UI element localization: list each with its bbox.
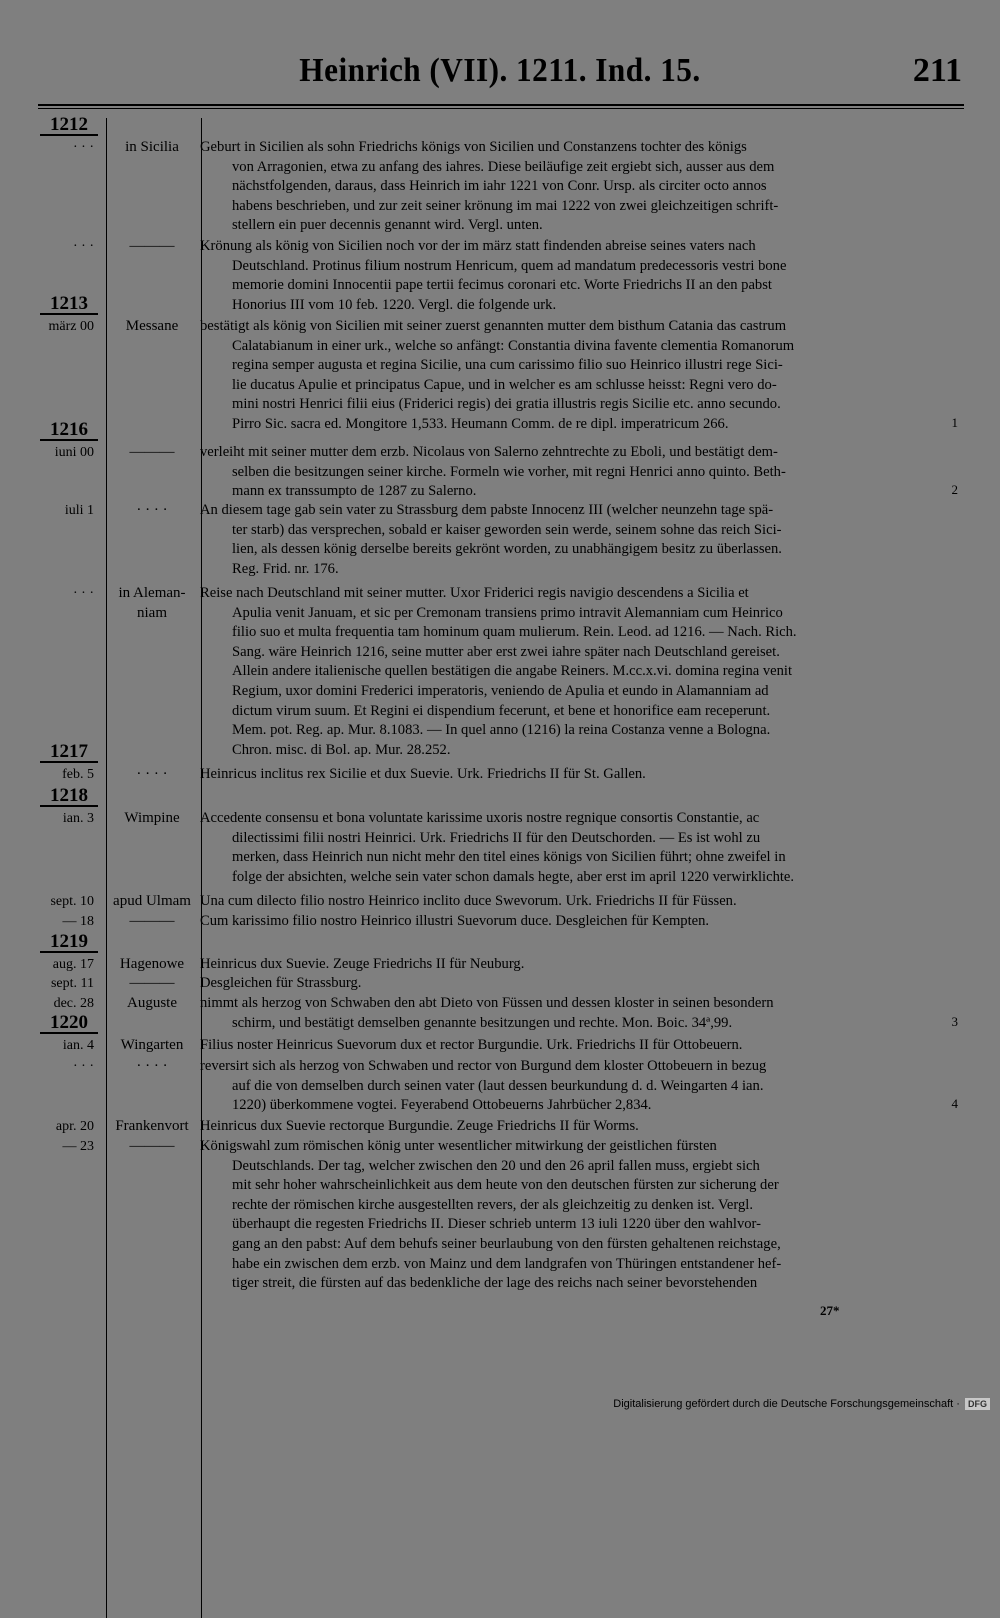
entry-date: — 18: [62, 914, 94, 929]
entry-place: Auguste: [127, 995, 177, 1011]
entry-text: [200, 994, 962, 1033]
entry-text: [200, 912, 962, 932]
text-line: verleiht mit seiner mutter dem erzb. Nicolaus von Salerno zehntrechte zu Eboli, und bestätigt dem-: [200, 444, 778, 460]
text-line: Accedente consensu et bona voluntate karissime uxoris nostre regnique consortis Constantie, ac: [200, 810, 760, 826]
entry-text: [200, 237, 962, 315]
entry-place: ———: [129, 238, 175, 254]
page-number: 211: [912, 52, 962, 89]
text-line: Geburt in Sicilien als sohn Friedrichs königs von Sicilien und Constanzens tochter des königs: [200, 139, 747, 155]
entry-year: 1212: [40, 116, 98, 136]
text-line: Una cum dilecto filio nostro Heinrico inclito duce Swevorum. Urk. Friedrichs II für Füssen.: [200, 893, 737, 909]
text-line: An diesem tage gab sein vater zu Strassburg dem pabste Innocenz III (welcher neunzehn tage spä-: [200, 502, 774, 518]
text-line: Sang. wäre Heinrich 1216, seine mutter aber erst zwei iahre später nach Deutschland gereiset.: [232, 643, 780, 660]
text-line: mit sehr hoher wahrscheinlichkeit aus dem heute von den deutschen fürsten zur sicherung der: [232, 1177, 779, 1194]
text-line: Krönung als könig von Sicilien noch vor der im märz statt findenden abreise seines vaters nach: [200, 238, 756, 254]
entry-text: [200, 317, 962, 435]
entry-year: 1216: [40, 421, 98, 441]
entry-text: [200, 1137, 962, 1294]
entry-year: 1219: [40, 933, 98, 953]
entry-text: [200, 584, 962, 760]
text-line: Heinricus inclitus rex Sicilie et dux Suevie. Urk. Friedrichs II für St. Gallen.: [200, 766, 646, 782]
entry-place: · · · ·: [136, 766, 168, 782]
entry-text: [200, 892, 962, 912]
text-line: rechte der römischen kirche ausgestellten revers, der als gleichzeitig zu denken ist. Vergl.: [232, 1196, 753, 1213]
text-line: Regium, uxor domini Frederici imperatoris, veniendo de Apulia et eundo in Alamanniam ad: [232, 682, 769, 699]
entry-date: — 23: [62, 1139, 94, 1154]
text-line: gang an den pabst: Auf dem behufs seiner beurlaubung von den fürsten gehaltenen reichstage,: [232, 1235, 781, 1252]
entry-date: märz 00: [48, 319, 94, 334]
entry-place: · · · ·: [136, 502, 168, 518]
entry-text: [200, 443, 962, 502]
text-line: Reg. Frid. nr. 176.: [232, 560, 339, 577]
entry-text: [200, 1057, 962, 1116]
entry-text: [200, 501, 962, 579]
text-line: Apulia venit Januam, et sic per Cremonam transiens primo intravit Alemanniam cum Heinrico: [232, 604, 783, 621]
entry-year: 1220: [40, 1014, 98, 1034]
entry-text: [200, 809, 962, 887]
text-line: Heinricus dux Suevie. Zeuge Friedrichs II für Neuburg.: [200, 956, 525, 972]
dfg-logo-icon: DFG: [965, 1398, 990, 1410]
text-line: schirm, und bestätigt demselben genannte besitzungen und rechte. Mon. Boic. 34ª,99.: [232, 1014, 733, 1031]
text-line: Deutschland. Protinus filium nostrum Henricum, quem ad mandatum predecessoris vestri bone: [232, 257, 787, 274]
entry-date: aug. 17: [52, 957, 94, 972]
signature-mark: 27*: [820, 1303, 840, 1318]
entry-text: [200, 955, 962, 975]
text-line: Desgleichen für Strassburg.: [200, 975, 362, 991]
entry-date: apr. 20: [55, 1119, 94, 1134]
running-title: Heinrich (VII). 1211. Ind. 15.: [299, 52, 701, 89]
footer-text: Digitalisierung gefördert durch die Deutsche Forschungsgemeinschaft ·: [613, 1398, 960, 1410]
text-line: tiger streit, die fürsten auf das bedenkliche der lage des reichs nach seiner bevorstehenden: [232, 1275, 758, 1292]
entry-date: feb. 5: [62, 767, 94, 782]
text-line: stellern ein puer decennis genannt wird. Vergl. unten.: [232, 217, 543, 234]
entry-year: 1218: [40, 787, 98, 807]
entry-date: ian. 4: [62, 1038, 94, 1053]
text-line: reversirt sich als herzog von Schwaben und rector von Burgund dem kloster Ottobeuern in bezug: [200, 1058, 767, 1074]
entry-year: 1213: [40, 295, 98, 315]
entry-text: [200, 974, 962, 994]
entry-place: ———: [129, 913, 175, 929]
text-line: Heinricus dux Suevie rectorque Burgundie. Zeuge Friedrichs II für Worms.: [200, 1118, 639, 1134]
entry-date: iuli 1: [64, 503, 94, 518]
entry-place: · · · ·: [136, 1058, 168, 1074]
text-line: filio suo et multa frequentia tam hominum quam mulierum. Rein. Leod. ad 1216. — Nach. Rich.: [232, 624, 797, 641]
text-line: selben die besitzungen seiner kirche. Formeln wie vorher, mit regni Henrici anno quinto. Beth-: [232, 463, 786, 480]
entry-place: ———: [129, 1138, 175, 1154]
entry-number: 1: [951, 415, 958, 430]
entry-place: Wimpine: [124, 810, 180, 826]
entry-date: sept. 10: [50, 894, 94, 909]
text-line: dictum virum suum. Et Regini ei dispendium fecerunt, et bene et honorifice eam receperunt.: [232, 702, 771, 719]
text-line: Honorius III vom 10 feb. 1220. Vergl. die folgende urk.: [232, 296, 557, 313]
text-line: bestätigt als könig von Sicilien mit seiner zuerst genannten mutter dem bisthum Catania das castrum: [200, 318, 787, 334]
text-line: lie ducatus Apulie et principatus Capue, und in welcher es am schlusse heisst: Regni vero do-: [232, 376, 777, 393]
entry-place: Messane: [125, 318, 179, 334]
text-line: habens beschrieben, und zur zeit seiner krönung im mai 1222 von zwei gleichzeitigen schrift-: [232, 197, 779, 214]
text-line: nächstfolgenden, daraus, dass Heinrich im iahr 1221 von Conr. Ursp. als circiter octo annos: [232, 178, 767, 195]
entry-place: ———: [129, 444, 175, 460]
entry-date: · · ·: [73, 1059, 94, 1074]
entry-date: · · ·: [73, 586, 94, 601]
entry-place: Frankenvort: [115, 1118, 189, 1134]
text-line: merken, dass Heinrich nun nicht mehr den titel eines königs von Sicilien führt; ohne zweifel in: [232, 849, 786, 866]
entry-number: 4: [951, 1096, 958, 1112]
entry-year: 1217: [40, 743, 98, 763]
text-line: Deutschlands. Der tag, welcher zwischen den 20 und den 26 april fallen muss, ergiebt sich: [232, 1157, 760, 1174]
text-line: überhaupt die regesten Friedrichs II. Dieser schrieb unterm 13 iuli 1220 über den wahlvor-: [232, 1216, 761, 1233]
entry-place: apud Ulmam: [113, 893, 191, 909]
entry-date: · · ·: [73, 239, 94, 254]
entry-text: [200, 1117, 962, 1137]
entry-place: Wingarten: [120, 1037, 184, 1053]
entry-place: in Sicilia: [125, 139, 179, 155]
footer-credit: [613, 1398, 990, 1410]
entry-place: in Aleman- niam: [118, 585, 186, 621]
text-line: Chron. misc. di Bol. ap. Mur. 28.252.: [232, 741, 451, 758]
entry-place: ———: [129, 975, 175, 991]
entry-number: 2: [951, 482, 958, 498]
text-line: mann ex transsumpto de 1287 zu Salerno.: [232, 483, 477, 500]
text-line: Filius noster Heinricus Suevorum dux et rector Burgundie. Urk. Friedrichs II für Ottobeuern.: [200, 1037, 743, 1053]
text-line: mini nostri Henrici filii eius (Friderici regis) dei gratia illustris regis Sicilie etc. anno secundo.: [232, 396, 781, 413]
entry-text: [200, 138, 962, 236]
text-line: 1220) überkommene vogtei. Feyerabend Ottobeuerns Jahrbücher 2,834.: [232, 1097, 652, 1114]
text-line: Pirro Sic. sacra ed. Mongitore 1,533. Heumann Comm. de re dipl. imperatricum 266.: [232, 415, 729, 432]
entry-date: sept. 11: [50, 976, 94, 991]
text-line: dilectissimi filii nostri Heinrici. Urk. Friedrichs II für den Deutschorden. — Es ist wohl zu: [232, 829, 761, 846]
entry-date: ian. 3: [62, 811, 94, 826]
entry-number: 3: [951, 1013, 958, 1029]
text-line: Reise nach Deutschland mit seiner mutter. Uxor Friderici regis navigio descendens a Sicilia et: [200, 585, 749, 601]
text-line: habe ein zwischen dem erzb. von Mainz und dem landgrafen von Thüringen entstandener hef-: [232, 1255, 782, 1272]
text-line: Königswahl zum römischen könig unter wesentlicher mitwirkung der geistlichen fürsten: [200, 1138, 717, 1154]
entry-text: [200, 1036, 962, 1056]
entry-place: Hagenowe: [119, 956, 185, 972]
text-line: Mem. pot. Reg. ap. Mur. 8.1083. — In quel anno (1216) la reina Costanza venne a Bologna.: [232, 722, 771, 739]
text-line: lien, als dessen könig derselbe bereits gekrönt worden, zu unabhängigem besitz zu überlassen.: [232, 541, 782, 558]
entry-date: dec. 28: [53, 996, 94, 1011]
entry-date: · · ·: [73, 140, 94, 155]
text-line: folge der absichten, welche sein vater schon damals hegte, aber erst im april 1220 verwirklichte.: [232, 868, 795, 885]
text-line: Allein andere italienische quellen bestätigen die angabe Reiners. M.cc.x.vi. domina regina venit: [232, 663, 793, 680]
text-line: auf die von demselben durch seinen vater (laut dessen beurkundung d. d. Weingarten 4 ian.: [232, 1077, 764, 1094]
text-line: Calatabianum in einer urk., welche so anfängt: Constantia divina favente clementia Romanorum: [232, 337, 795, 354]
text-line: memorie domini Innocentii pape tertii fecimus coronari etc. Worte Friedrichs II an den pabst: [232, 277, 772, 294]
entry-text: [200, 765, 962, 785]
text-line: nimmt als herzog von Schwaben den abt Dieto von Füssen und dessen kloster in seinen besondern: [200, 995, 774, 1011]
text-line: Cum karissimo filio nostro Heinrico illustri Suevorum duce. Desgleichen für Kempten.: [200, 913, 710, 929]
text-line: ter starb) das versprechen, sobald er kaiser geworden sein werde, seinem sohne das reich Sici-: [232, 521, 782, 538]
entry-date: iuni 00: [54, 445, 94, 460]
text-line: regina semper augusta et regina Sicilie, una cum carissimo filio suo Heinrico illustri rege Sici-: [232, 357, 783, 374]
text-line: von Arragonien, etwa zu anfang des iahres. Diese beiläufige zeit ergiebt sich, ausser aus dem: [232, 158, 775, 175]
